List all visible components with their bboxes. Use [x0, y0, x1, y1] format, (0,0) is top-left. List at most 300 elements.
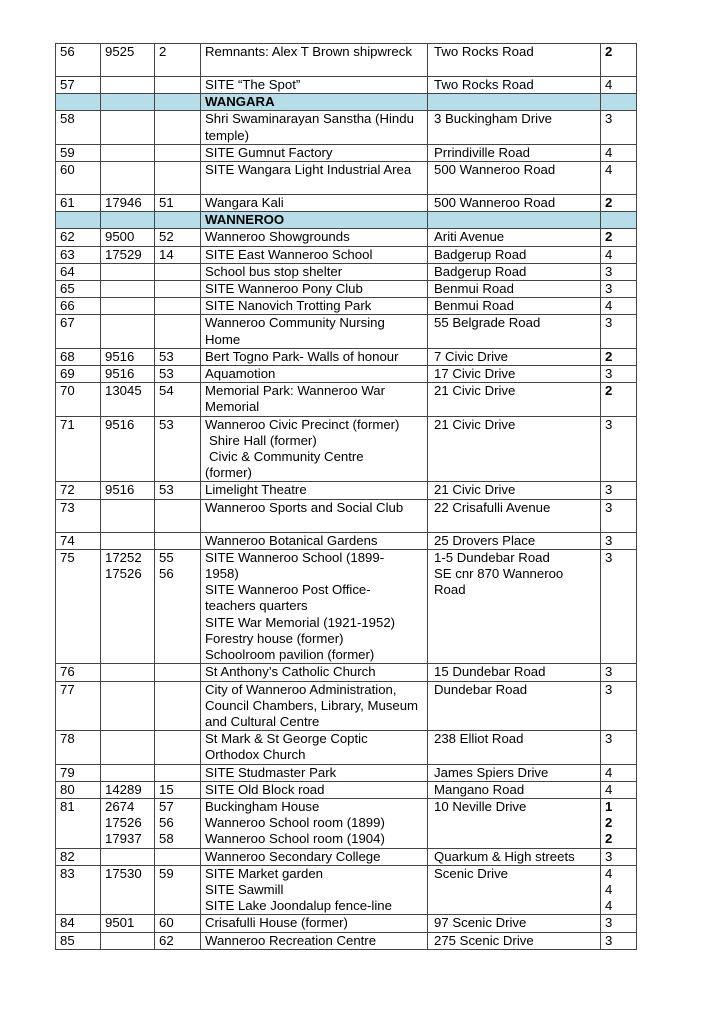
category	[601, 781, 637, 798]
place-name	[201, 144, 428, 161]
place-name-line: teachers quarters	[205, 598, 308, 614]
place-name-line: SITE Market garden	[205, 865, 324, 881]
place-location	[428, 44, 601, 77]
place-name	[201, 263, 428, 280]
row-number	[56, 848, 101, 865]
category	[601, 416, 637, 482]
category-text: 3	[605, 281, 613, 297]
map-reference	[155, 499, 201, 532]
row-number	[56, 932, 101, 949]
category-text: 3	[605, 532, 613, 548]
category	[601, 499, 637, 532]
place-number	[101, 162, 155, 195]
place-number	[101, 263, 155, 280]
map-reference	[155, 482, 201, 499]
place-location-text: 21 Civic Drive	[434, 416, 516, 432]
place-name	[201, 77, 428, 94]
map-reference	[155, 162, 201, 195]
category	[601, 664, 637, 681]
table-row	[56, 482, 637, 499]
map-reference	[155, 549, 201, 663]
category-text: 4	[605, 246, 613, 262]
place-number	[101, 77, 155, 94]
place-name	[201, 848, 428, 865]
category	[601, 681, 637, 731]
empty-cell	[56, 212, 101, 229]
place-name-text: Memorial Park: Wanneroo War Memorial	[205, 383, 386, 415]
place-name-line: SITE Lake Joondalup fence-line	[205, 898, 392, 914]
empty-cell	[155, 94, 201, 111]
category-line: 1	[605, 798, 613, 814]
category	[601, 315, 637, 348]
place-name-line: Buckingham House	[205, 798, 320, 814]
place-location	[428, 195, 601, 212]
place-location	[428, 681, 601, 731]
place-number-line: 17526	[105, 566, 142, 582]
category-text: 2	[605, 44, 613, 59]
category	[601, 549, 637, 663]
empty-cell	[101, 212, 155, 229]
place-number	[101, 764, 155, 781]
heritage-places-table	[55, 43, 637, 950]
table-row	[56, 731, 637, 764]
place-name	[201, 195, 428, 212]
table-row	[56, 281, 637, 298]
place-number	[101, 681, 155, 731]
place-location	[428, 482, 601, 499]
table-row	[56, 366, 637, 383]
empty-cell	[428, 212, 601, 229]
category	[601, 848, 637, 865]
place-name-text: Wanneroo Secondary College	[205, 848, 381, 864]
place-name-text: SITE East Wanneroo School	[205, 246, 373, 262]
place-location-text: 17 Civic Drive	[434, 366, 516, 382]
row-number-text: 73	[60, 499, 75, 515]
map-reference	[155, 932, 201, 949]
place-location	[428, 416, 601, 482]
table-row	[56, 499, 637, 532]
place-name	[201, 781, 428, 798]
place-number-text: 17946	[105, 195, 142, 211]
place-location-text: 500 Wanneroo Road	[434, 195, 556, 211]
category	[601, 77, 637, 94]
place-number-line: 17937	[105, 831, 142, 847]
place-name	[201, 366, 428, 383]
category	[601, 348, 637, 365]
row-number-text: 85	[60, 932, 75, 948]
category-line: 2	[605, 815, 613, 831]
place-location	[428, 764, 601, 781]
place-name	[201, 281, 428, 298]
place-number	[101, 798, 155, 848]
place-location-text: Mangano Road	[434, 781, 525, 797]
place-number-line: 17526	[105, 815, 142, 831]
row-number	[56, 681, 101, 731]
place-name-text: Bert Togno Park- Walls of honour	[205, 348, 399, 364]
place-name-line: Wanneroo School room (1904)	[205, 831, 385, 847]
place-number-text: 9516	[105, 366, 135, 382]
map-reference-text: 52	[159, 229, 174, 245]
row-number	[56, 366, 101, 383]
place-location-text: James Spiers Drive	[434, 764, 549, 780]
place-name	[201, 731, 428, 764]
place-number	[101, 416, 155, 482]
place-number	[101, 549, 155, 663]
category-text: 3	[605, 416, 613, 432]
place-number	[101, 111, 155, 144]
row-number-text: 68	[60, 348, 75, 364]
category	[601, 865, 637, 915]
category-line: 2	[605, 831, 613, 847]
map-reference	[155, 798, 201, 848]
place-name-text: SITE Wangara Light Industrial Area	[205, 162, 412, 178]
section-header-row	[56, 94, 637, 111]
place-name	[201, 865, 428, 915]
category-text: 4	[605, 162, 613, 178]
place-location	[428, 315, 601, 348]
table-row	[56, 865, 637, 915]
category-text: 3	[605, 111, 613, 127]
place-location-text: Ariti Avenue	[434, 229, 505, 245]
section-title	[201, 212, 428, 229]
place-location	[428, 532, 601, 549]
category	[601, 229, 637, 246]
map-reference	[155, 44, 201, 77]
place-number	[101, 499, 155, 532]
category-text: 3	[605, 932, 613, 948]
place-location-text: 22 Crisafulli Avenue	[434, 499, 551, 515]
map-reference	[155, 144, 201, 161]
place-name-text: St Mark & St George Coptic Orthodox Church	[205, 731, 368, 763]
category-text: 2	[605, 348, 613, 364]
map-reference	[155, 348, 201, 365]
row-number	[56, 281, 101, 298]
place-name-line: SITE Wanneroo Post Office-	[205, 582, 371, 598]
place-location	[428, 298, 601, 315]
row-number	[56, 144, 101, 161]
category-text: 2	[605, 383, 613, 399]
category-text: 2	[605, 195, 613, 211]
category	[601, 111, 637, 144]
place-name-text: Wanneroo Recreation Centre	[205, 932, 377, 948]
empty-cell	[155, 212, 201, 229]
place-number	[101, 366, 155, 383]
table-row	[56, 348, 637, 365]
category	[601, 532, 637, 549]
category-text: 3	[605, 915, 613, 931]
map-reference-line: 58	[159, 831, 174, 847]
table-row	[56, 77, 637, 94]
row-number	[56, 499, 101, 532]
category-text: 3	[605, 664, 613, 680]
map-reference-text: 53	[159, 416, 174, 432]
place-location-text: 15 Dundebar Road	[434, 664, 546, 680]
table-row	[56, 315, 637, 348]
table-row	[56, 195, 637, 212]
row-number-text: 82	[60, 848, 75, 864]
place-number-text: 9525	[105, 44, 135, 59]
place-location-text: Badgerup Road	[434, 246, 527, 262]
category	[601, 798, 637, 848]
category	[601, 195, 637, 212]
place-number	[101, 195, 155, 212]
category	[601, 932, 637, 949]
place-number	[101, 383, 155, 416]
row-number	[56, 416, 101, 482]
category	[601, 915, 637, 932]
category	[601, 44, 637, 77]
place-name-text: School bus stop shelter	[205, 263, 343, 279]
row-number	[56, 348, 101, 365]
place-name-line: Civic & Community Centre	[209, 449, 364, 465]
table-row	[56, 781, 637, 798]
empty-cell	[56, 94, 101, 111]
place-name-text: Crisafulli House (former)	[205, 915, 348, 931]
map-reference	[155, 111, 201, 144]
category	[601, 482, 637, 499]
category-text: 4	[605, 298, 613, 314]
table-row	[56, 416, 637, 482]
place-location-text: Two Rocks Road	[434, 77, 534, 92]
place-name-text: SITE Gumnut Factory	[205, 144, 333, 160]
place-name-text: Wanneroo Sports and Social Club	[205, 499, 404, 515]
map-reference-line: 55	[159, 549, 174, 565]
place-number-text: 9516	[105, 482, 135, 498]
place-location-line: Road	[434, 582, 466, 598]
row-number-text: 66	[60, 298, 75, 314]
map-reference	[155, 383, 201, 416]
place-name	[201, 348, 428, 365]
table-row	[56, 229, 637, 246]
category-text: 4	[605, 781, 613, 797]
table-row	[56, 915, 637, 932]
place-location-text: Prrindiville Road	[434, 144, 531, 160]
row-number-text: 62	[60, 229, 75, 245]
row-number	[56, 246, 101, 263]
category	[601, 281, 637, 298]
category	[601, 298, 637, 315]
map-reference-text: 2	[159, 44, 167, 59]
map-reference	[155, 731, 201, 764]
place-location-text: 238 Elliot Road	[434, 731, 524, 747]
place-name	[201, 416, 428, 482]
map-reference-text: 54	[159, 383, 174, 399]
category-text: 4	[605, 144, 613, 160]
map-reference	[155, 246, 201, 263]
row-number	[56, 44, 101, 77]
map-reference	[155, 416, 201, 482]
place-location	[428, 229, 601, 246]
section-title-text: WANGARA	[205, 94, 275, 110]
place-name	[201, 162, 428, 195]
category-line: 4	[605, 881, 613, 897]
row-number-text: 70	[60, 383, 75, 399]
section-title-text: WANNEROO	[205, 212, 285, 228]
place-location-text: 55 Belgrade Road	[434, 315, 541, 331]
empty-cell	[428, 94, 601, 111]
place-number	[101, 144, 155, 161]
row-number-text: 67	[60, 315, 75, 331]
place-name-text: Wanneroo Community Nursing Home	[205, 315, 385, 347]
table-row	[56, 44, 637, 77]
place-location	[428, 144, 601, 161]
row-number-text: 65	[60, 281, 75, 297]
row-number-text: 72	[60, 482, 75, 498]
map-reference	[155, 298, 201, 315]
place-location-text: Scenic Drive	[434, 865, 509, 881]
place-name	[201, 482, 428, 499]
place-name	[201, 229, 428, 246]
map-reference-text: 53	[159, 482, 174, 498]
category-text: 4	[605, 764, 613, 780]
place-number-text: 13045	[105, 383, 142, 399]
row-number	[56, 664, 101, 681]
place-location-text: Benmui Road	[434, 298, 514, 314]
place-number	[101, 664, 155, 681]
place-location	[428, 798, 601, 848]
place-name-line: Wanneroo School room (1899)	[205, 815, 385, 831]
map-reference-line: 56	[159, 815, 174, 831]
place-name-line: Forestry house (former)	[205, 630, 344, 646]
place-number	[101, 298, 155, 315]
category	[601, 162, 637, 195]
place-location	[428, 915, 601, 932]
row-number	[56, 298, 101, 315]
place-location	[428, 781, 601, 798]
row-number-text: 61	[60, 195, 75, 211]
category-text: 3	[605, 731, 613, 747]
place-location-line: 1-5 Dundebar Road	[434, 549, 550, 565]
map-reference	[155, 915, 201, 932]
category-text: 3	[605, 315, 613, 331]
place-name	[201, 798, 428, 848]
row-number	[56, 77, 101, 94]
place-location-text: Badgerup Road	[434, 263, 527, 279]
category	[601, 731, 637, 764]
row-number-text: 56	[60, 44, 75, 59]
row-number	[56, 532, 101, 549]
row-number-text: 58	[60, 111, 75, 127]
row-number-text: 77	[60, 681, 75, 697]
place-name	[201, 764, 428, 781]
category-line: 4	[605, 865, 613, 881]
place-name-text: Remnants: Alex T Brown shipwreck	[205, 44, 412, 59]
place-name-line: (former)	[205, 465, 252, 481]
table-row	[56, 681, 637, 731]
place-number-line: 17252	[105, 549, 142, 565]
row-number-text: 64	[60, 263, 75, 279]
row-number	[56, 383, 101, 416]
place-number	[101, 932, 155, 949]
map-reference-text: 14	[159, 246, 174, 262]
place-number-line: 2674	[105, 798, 135, 814]
table-row	[56, 549, 637, 663]
place-location	[428, 383, 601, 416]
row-number	[56, 798, 101, 848]
empty-cell	[101, 94, 155, 111]
map-reference	[155, 865, 201, 915]
place-name-line: SITE Wanneroo School (1899-	[205, 549, 385, 565]
row-number-text: 74	[60, 532, 75, 548]
row-number	[56, 195, 101, 212]
place-name-text: Wangara Kali	[205, 195, 284, 211]
map-reference-line: 57	[159, 798, 174, 814]
place-name-text: SITE Studmaster Park	[205, 764, 337, 780]
place-location-text: Dundebar Road	[434, 681, 528, 697]
row-number-text: 69	[60, 366, 75, 382]
category	[601, 764, 637, 781]
place-location	[428, 348, 601, 365]
map-reference-text: 62	[159, 932, 174, 948]
place-location-text: 21 Civic Drive	[434, 482, 516, 498]
place-name-text: Wanneroo Showgrounds	[205, 229, 350, 245]
row-number-text: 80	[60, 781, 75, 797]
section-header-row	[56, 212, 637, 229]
place-number	[101, 915, 155, 932]
place-location-text: 21 Civic Drive	[434, 383, 516, 399]
map-reference	[155, 281, 201, 298]
place-number	[101, 315, 155, 348]
place-location	[428, 932, 601, 949]
row-number	[56, 482, 101, 499]
place-name	[201, 111, 428, 144]
table-row	[56, 144, 637, 161]
row-number-text: 60	[60, 162, 75, 178]
place-name-text: SITE “The Spot”	[205, 77, 301, 92]
place-name-text: Aquamotion	[205, 366, 276, 382]
place-name	[201, 932, 428, 949]
place-name-text: St Anthony’s Catholic Church	[205, 664, 376, 680]
row-number	[56, 915, 101, 932]
place-name-text: Wanneroo Botanical Gardens	[205, 532, 378, 548]
map-reference	[155, 315, 201, 348]
place-location	[428, 246, 601, 263]
row-number	[56, 111, 101, 144]
place-name-text: Limelight Theatre	[205, 482, 307, 498]
place-location	[428, 848, 601, 865]
place-number	[101, 482, 155, 499]
table-row	[56, 111, 637, 144]
row-number-text: 83	[60, 865, 75, 881]
row-number-text: 84	[60, 915, 75, 931]
place-location	[428, 263, 601, 280]
map-reference	[155, 263, 201, 280]
category-text: 4	[605, 77, 613, 92]
place-location-text: 275 Scenic Drive	[434, 932, 534, 948]
place-name-text: SITE Old Block road	[205, 781, 325, 797]
category-text: 3	[605, 482, 613, 498]
category-line: 4	[605, 898, 613, 914]
category-text: 3	[605, 848, 613, 864]
place-number	[101, 348, 155, 365]
place-location-text: 97 Scenic Drive	[434, 915, 527, 931]
place-location	[428, 731, 601, 764]
place-name-text: Shri Swaminarayan Sanstha (Hindu temple)	[205, 111, 414, 143]
place-name	[201, 315, 428, 348]
table-row	[56, 246, 637, 263]
map-reference	[155, 664, 201, 681]
place-name	[201, 383, 428, 416]
table-row	[56, 932, 637, 949]
place-name	[201, 246, 428, 263]
place-location-text: 25 Drovers Place	[434, 532, 536, 548]
row-number	[56, 764, 101, 781]
place-number	[101, 44, 155, 77]
empty-cell	[601, 94, 637, 111]
row-number-text: 59	[60, 144, 75, 160]
place-number-text: 9516	[105, 416, 135, 432]
place-name-line: SITE War Memorial (1921-1952)	[205, 614, 396, 630]
